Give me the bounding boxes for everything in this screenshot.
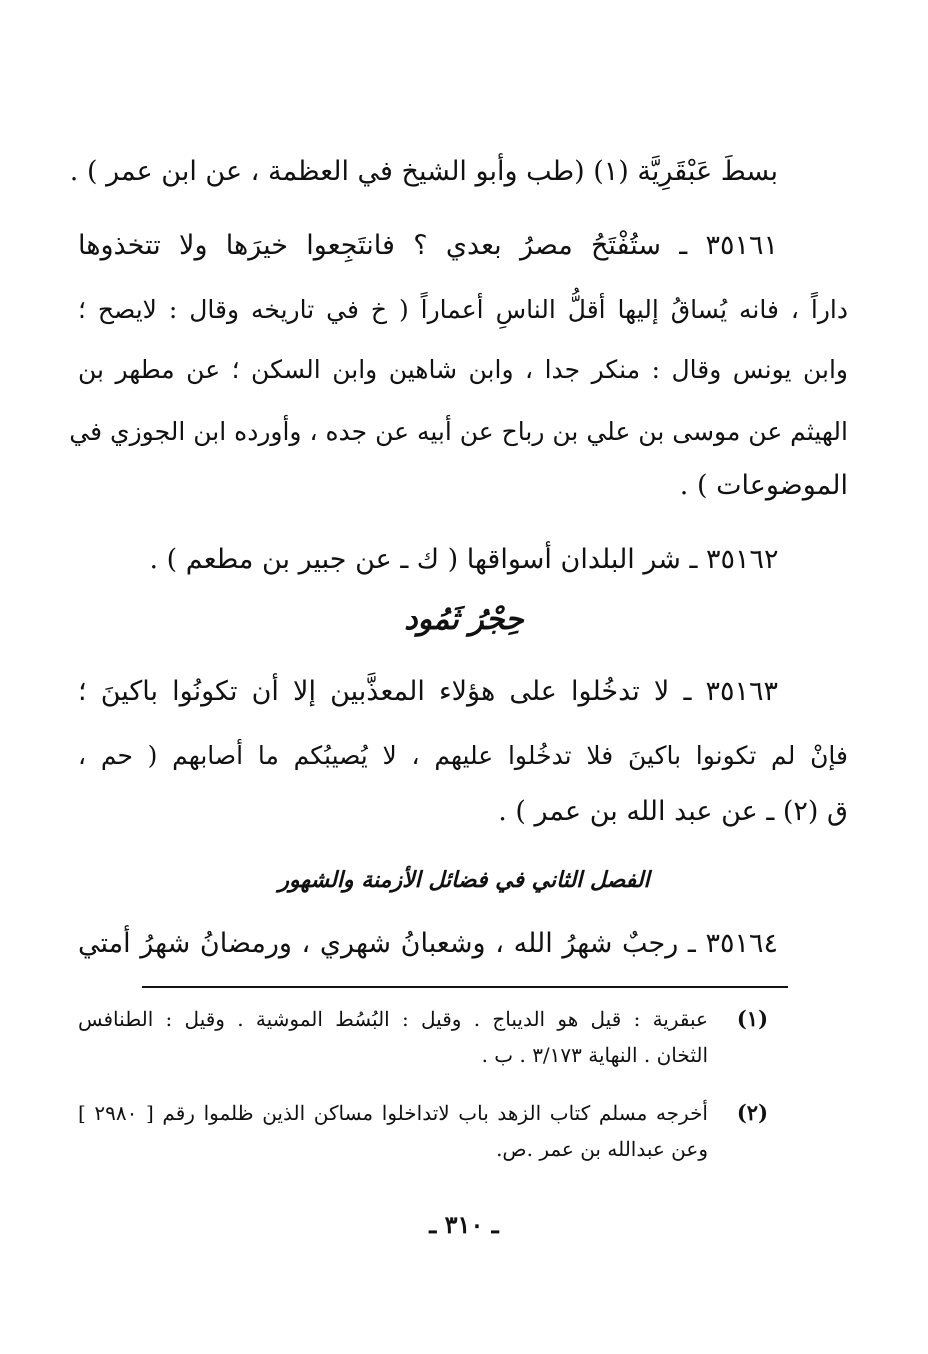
text-line-1: بسطَ عَبْقَرِيَّة (١) (طب وأبو الشيخ في العظمة ، عن ابن عمر ) . xyxy=(69,156,778,187)
page-number: ـ ٣١٠ ـ xyxy=(429,1210,499,1239)
footnote-2-line-1: أخرجه مسلم كتاب الزهد باب لاتداخلوا مساكن الذين ظلموا رقم [ ٢٩٨٠ ] xyxy=(78,1101,708,1125)
hadith-35163-line-2: فإنْ لم تكونوا باكينَ فلا تدخُلوا عليهم ، لا يُصيبُكم ما أصابهم ( حم ، xyxy=(78,741,848,770)
hadith-35164-line-1: ٣٥١٦٤ ـ رجبٌ شهرُ الله ، وشعبانُ شهري ، ورمضانُ شهرُ أمتي xyxy=(78,928,778,959)
hadith-35162: ٣٥١٦٢ ـ شر البلدان أسواقها ( ك ـ عن جبير بن مطعم ) . xyxy=(149,544,779,575)
hadith-35163-line-3: ق (٢) ـ عن عبد الله بن عمر ) . xyxy=(498,796,848,827)
hadith-35161-line-2: داراً ، فانه يُساقُ إليها أقلُّ الناسِ أعماراً ( خ في تاريخه وقال : لايصح ؛ xyxy=(78,295,848,324)
chapter-title: الفصل الثاني في فضائل الأزمنة والشهور xyxy=(278,867,650,893)
section-title: حِجْرُ ثَمُود xyxy=(404,602,524,637)
hadith-35161-line-1: ٣٥١٦١ ـ ستُفْتَحُ مصرُ بعدي ؟ فانتَجِعوا خيرَها ولا تتخذوها xyxy=(78,230,778,261)
hadith-35163-line-1: ٣٥١٦٣ ـ لا تدخُلوا على هؤلاء المعذَّبين إلا أن تكونُوا باكينَ ؛ xyxy=(78,676,778,707)
footnote-separator xyxy=(142,986,788,988)
footnote-1-line-1: عبقرية : قيل هو الديباج . وقيل : البُسُط الموشية . وقيل : الطنافس xyxy=(78,1007,708,1031)
footnote-1-line-2: الثخان . النهاية ٣/١٧٣ . ب . xyxy=(481,1043,708,1067)
footnote-2-line-2: وعن عبدالله بن عمر .ص. xyxy=(496,1137,708,1161)
hadith-35161-line-4: الهيثم عن موسى بن علي بن رباح عن أبيه عن جده ، وأورده ابن الجوزي في xyxy=(69,417,848,446)
hadith-35161-line-3: وابن يونس وقال : منكر جدا ، وابن شاهين وابن السكن ؛ عن مطهر بن xyxy=(78,355,848,384)
footnote-2-number: (٢) xyxy=(736,1100,768,1125)
footnote-1-number: (١) xyxy=(736,1006,768,1031)
hadith-35161-line-5: الموضوعات ) . xyxy=(679,470,848,501)
